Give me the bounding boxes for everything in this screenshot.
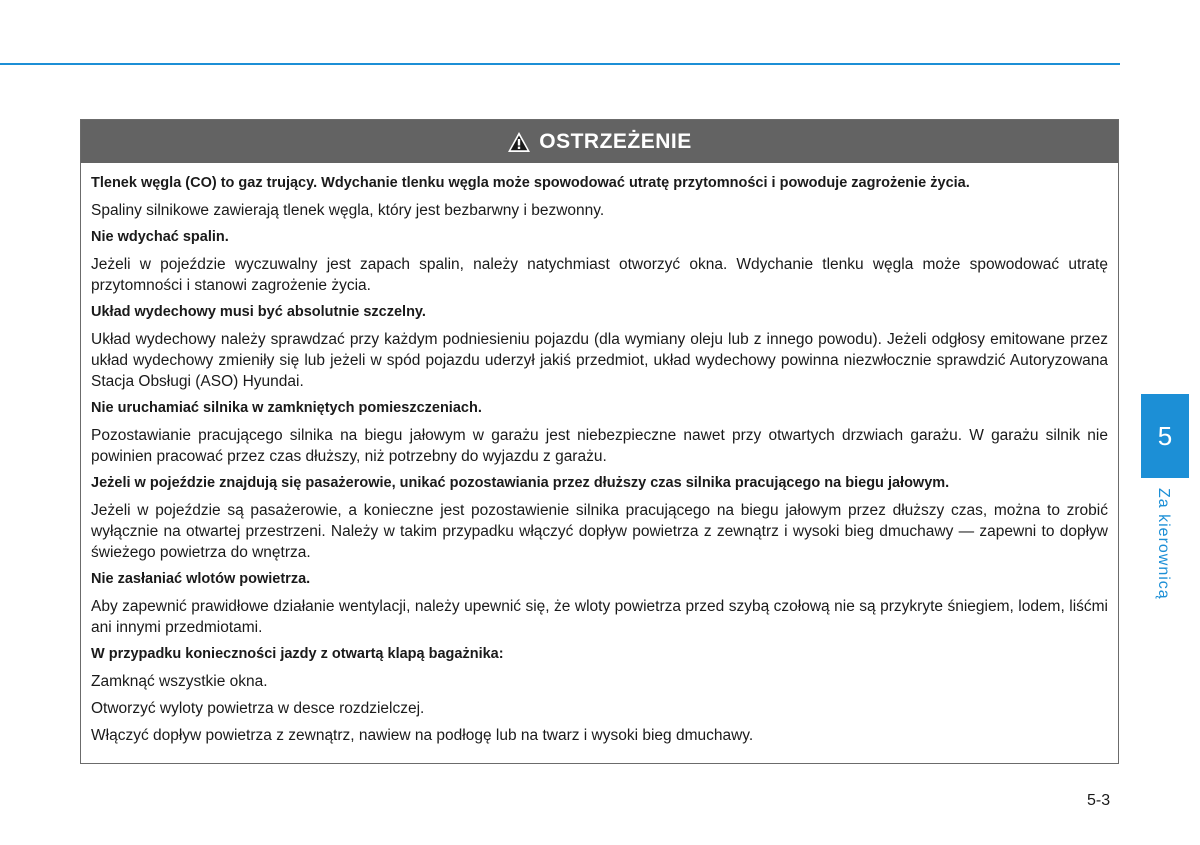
warning-heading: Układ wydechowy musi być absolutnie szczelny. <box>91 304 426 320</box>
page-number: 5-3 <box>1087 792 1111 809</box>
warning-paragraph: Włączyć dopływ powietrza z zewnątrz, nawiew na podłogę lub na twarz i wysoki bieg dmuchawy. <box>91 727 754 744</box>
warning-heading: Tlenek węgla (CO) to gaz trujący. Wdychanie tlenku węgla może spowodować utratę przytomności i powoduje zagrożenie życia. <box>91 175 970 191</box>
warning-triangle-icon <box>507 131 531 153</box>
warning-paragraph: Jeżeli w pojeździe są pasażerowie, a konieczne jest pozostawienie silnika pracującego na biegu jałowym przez dłuższy czas, można to zrobić wyłącznie na otwartej przestrzeni. Należy w takim przypadku włączyć dopływ powietrza z zewnątrz i wysoki bieg dmuchawy — zapewni to dopływ świeżego powietrza do wnętrza. <box>91 502 1108 561</box>
warning-body <box>81 163 1118 746</box>
warning-box <box>80 119 1119 764</box>
warning-heading: W przypadku konieczności jazdy z otwartą klapą bagażnika: <box>91 646 504 662</box>
header-rule <box>0 63 1120 65</box>
warning-paragraph: Układ wydechowy należy sprawdzać przy każdym podniesieniu pojazdu (dla wymiany oleju lub z innego powodu). Jeżeli odgłosy emitowane przez układ wydechowy zmieniły się lub jeżeli w spód pojazdu uderzył jakiś przedmiot, układ wydechowy powinna niezwłocznie sprawdzić Autoryzowana Stacja Obsługi (ASO) Hyundai. <box>91 331 1108 390</box>
warning-paragraph: Zamknąć wszystkie okna. <box>91 673 268 690</box>
chapter-number: 5 <box>1157 420 1173 451</box>
warning-title: OSTRZEŻENIE <box>539 129 692 153</box>
chapter-label: Za kierownicą <box>1155 488 1172 600</box>
warning-paragraph: Jeżeli w pojeździe wyczuwalny jest zapach spalin, należy natychmiast otworzyć okna. Wdychanie tlenku węgla może spowodować utratę przytomności i stanowi zagrożenie życia. <box>91 256 1108 294</box>
warning-heading: Nie uruchamiać silnika w zamkniętych pomieszczeniach. <box>91 400 482 416</box>
warning-header <box>81 120 1118 163</box>
warning-paragraph: Aby zapewnić prawidłowe działanie wentylacji, należy upewnić się, że wloty powietrza przed szybą czołową nie są przykryte śniegiem, lodem, liśćmi ani innymi przedmiotami. <box>91 598 1108 636</box>
warning-paragraph: Otworzyć wyloty powietrza w desce rozdzielczej. <box>91 700 425 717</box>
warning-heading: Jeżeli w pojeździe znajdują się pasażerowie, unikać pozostawiania przez dłuższy czas silnika pracującego na biegu jałowym. <box>91 475 950 491</box>
chapter-tab <box>1141 394 1189 478</box>
warning-paragraph: Spaliny silnikowe zawierają tlenek węgla, który jest bezbarwny i bezwonny. <box>91 202 605 219</box>
warning-paragraph: Pozostawianie pracującego silnika na biegu jałowym w garażu jest niebezpieczne nawet przy otwartych drzwiach garażu. W garażu silnik nie powinien pracować przez czas dłuższy, niż potrzebny do wyjazdu z garażu. <box>91 427 1108 465</box>
warning-heading: Nie wdychać spalin. <box>91 229 229 245</box>
warning-heading: Nie zasłaniać wlotów powietrza. <box>91 571 311 587</box>
